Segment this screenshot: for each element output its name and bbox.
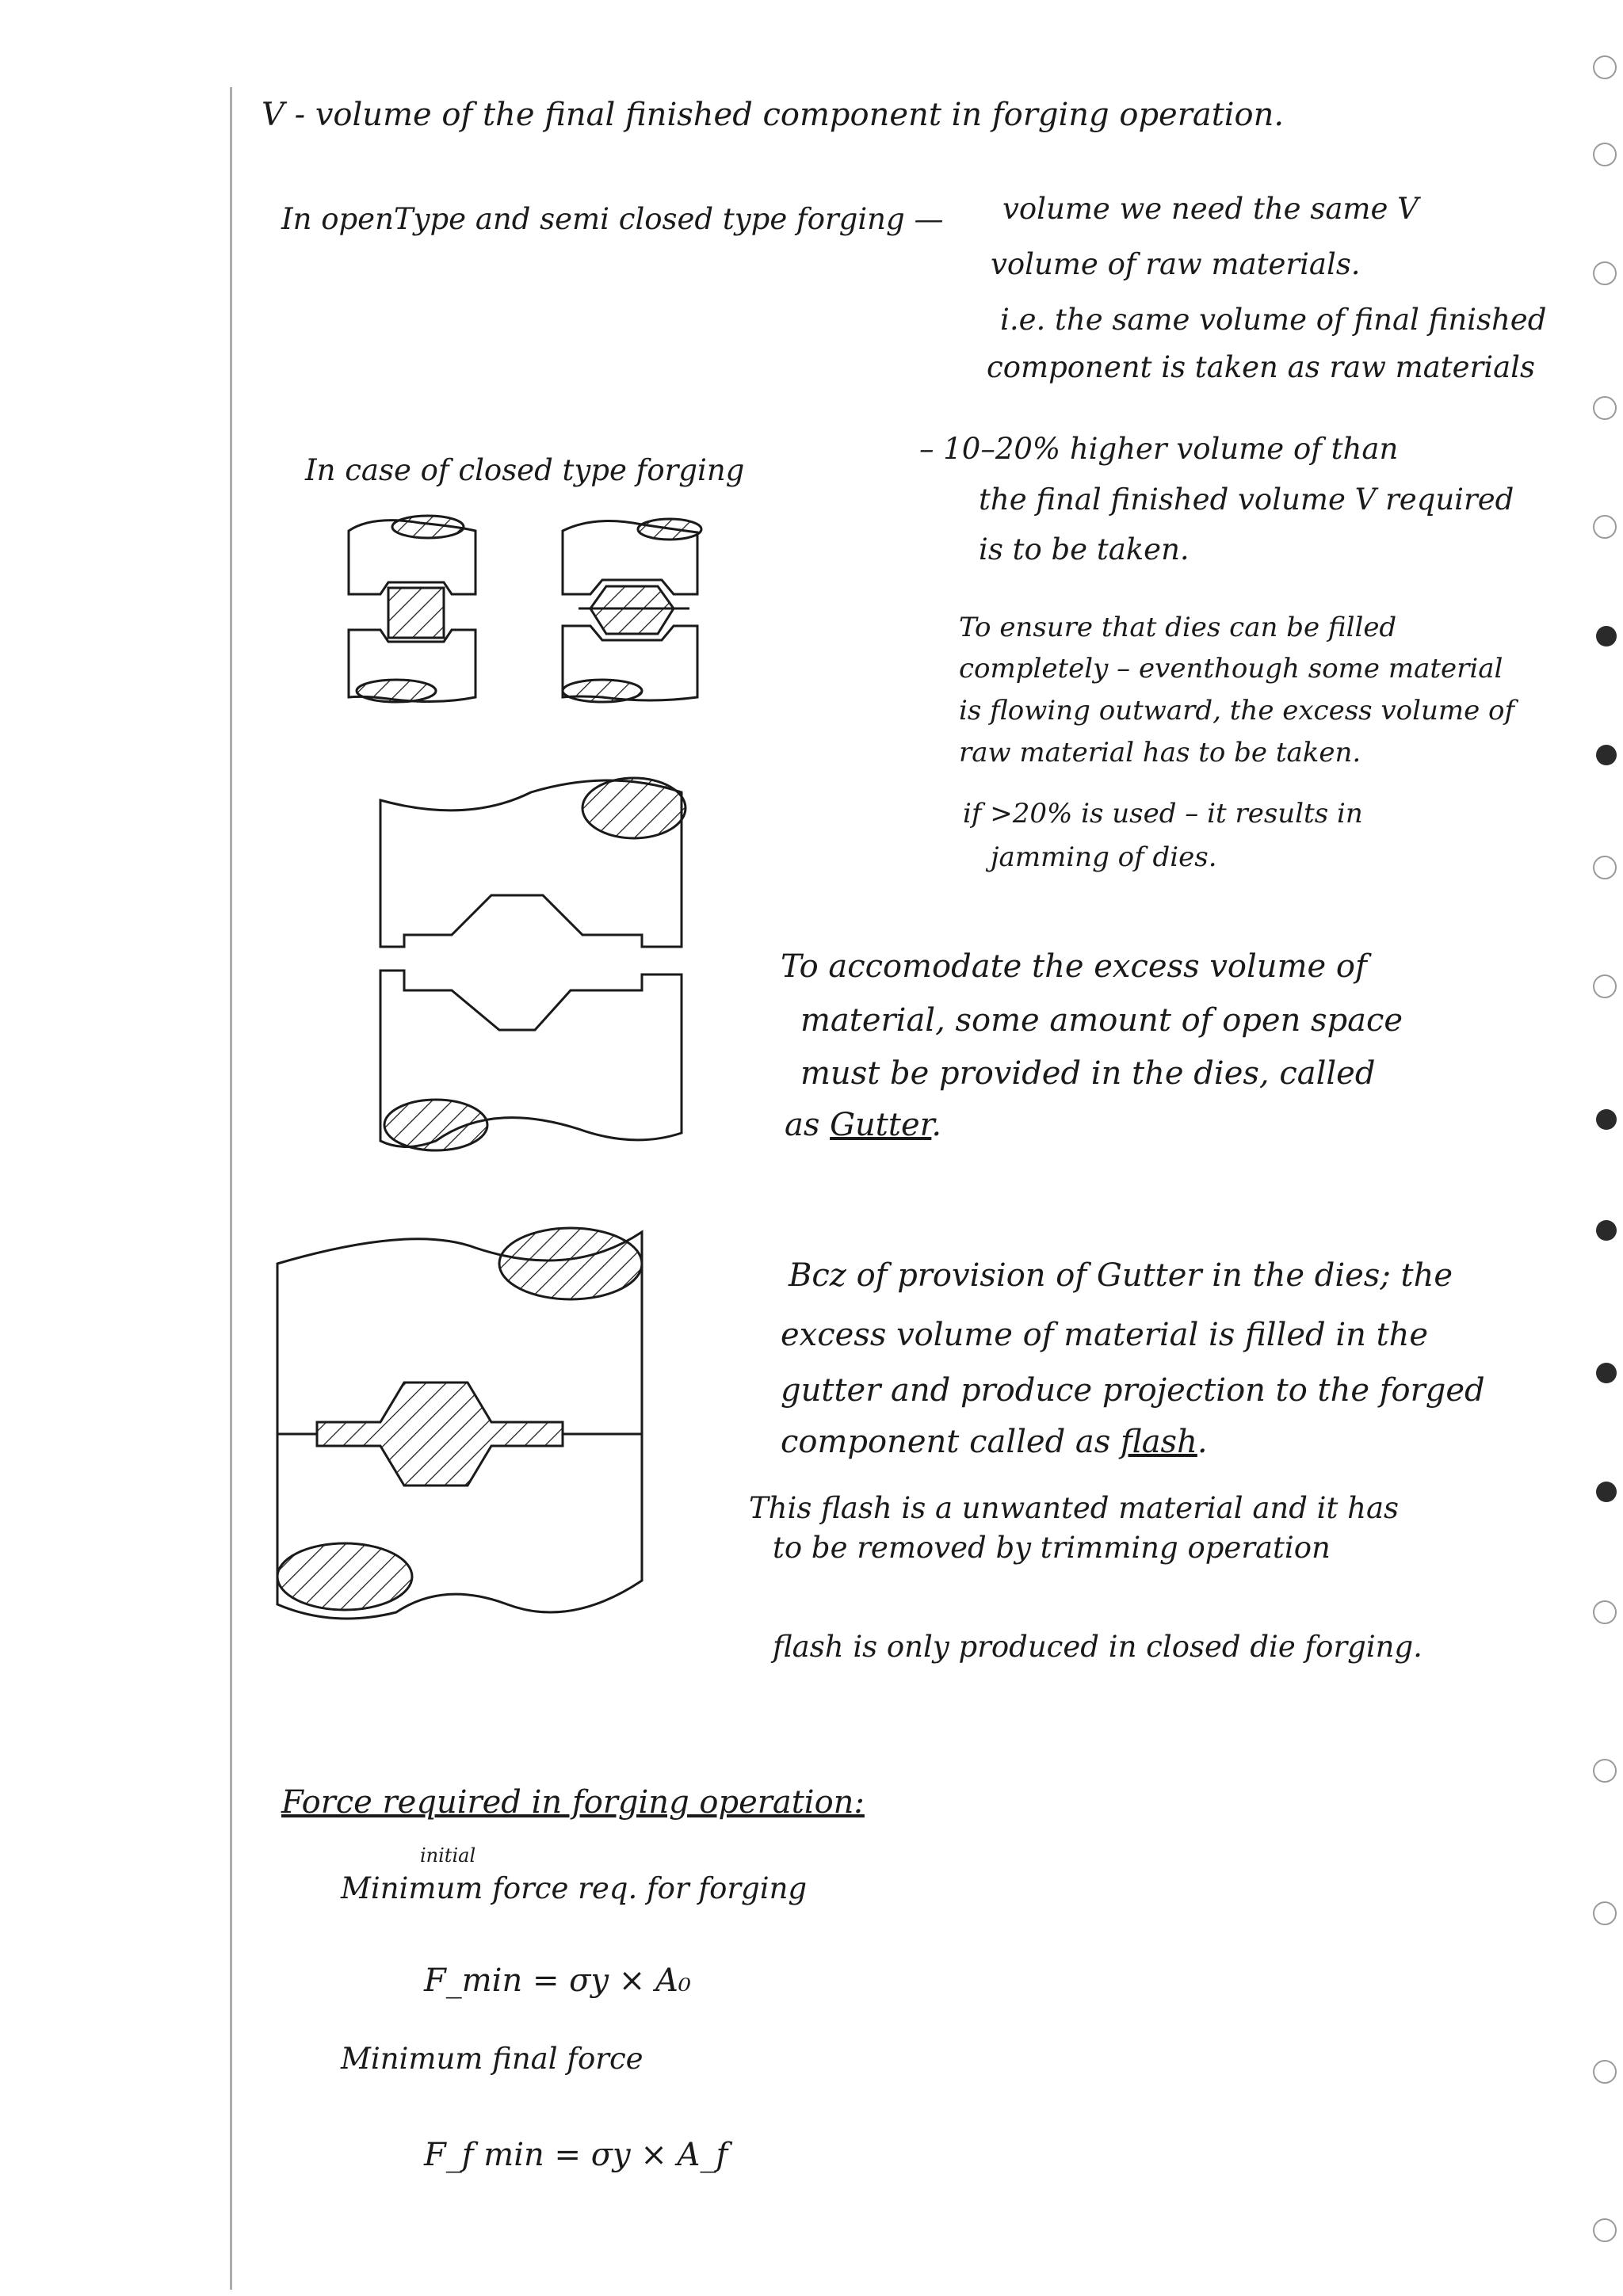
- closed-type-forging-label: In case of closed type forging: [305, 453, 745, 487]
- binder-hole: [1593, 1600, 1617, 1624]
- ensure-note-1: To ensure that dies can be filled: [959, 612, 1397, 643]
- unwanted-note-2: to be removed by trimming operation: [773, 1531, 1331, 1565]
- initial-superscript: initial: [420, 1844, 476, 1867]
- ensure-note-2: completely – eventhough some material: [959, 653, 1503, 685]
- binder-hole: [1593, 856, 1617, 879]
- binder-hole: [1593, 396, 1617, 420]
- force-heading: Force required in forging operation:: [281, 1784, 865, 1821]
- gutter-die-figure: [372, 776, 713, 1157]
- min-final-force-label: Minimum final force: [341, 2042, 643, 2076]
- component-raw-material-note: component is taken as raw materials: [987, 350, 1535, 384]
- gutter-note-1: To accomodate the excess volume of: [781, 948, 1367, 985]
- ensure-note-3: is flowing outward, the excess volume of: [959, 695, 1515, 727]
- flash-note-2: excess volume of material is filled in the: [781, 1317, 1429, 1353]
- flash-closed-die-note: flash is only produced in closed die forging.: [773, 1630, 1423, 1664]
- binder-hole: [1596, 745, 1617, 765]
- gutter-term: Gutter: [830, 1107, 932, 1143]
- gutter-note-2: material, some amount of open space: [800, 1002, 1403, 1039]
- flash-period: .: [1197, 1424, 1208, 1460]
- volume-definition: V - volume of the final finished component in forging operation.: [262, 97, 1285, 133]
- flash-note-4: [781, 1426, 1208, 1458]
- raw-material-note: volume of raw materials.: [991, 247, 1361, 281]
- binder-hole: [1593, 2060, 1617, 2084]
- binder-hole: [1593, 261, 1617, 285]
- ensure-note-4: raw material has to be taken.: [959, 737, 1361, 769]
- binder-hole: [1593, 2218, 1617, 2242]
- same-volume-explanation: i.e. the same volume of final finished: [1000, 303, 1547, 337]
- open-type-forging-label: In openType and semi closed type forging —: [281, 202, 944, 236]
- to-be-taken-note: is to be taken.: [979, 532, 1190, 566]
- min-initial-force-label: Minimum force req. for forging: [341, 1871, 808, 1905]
- same-volume-note: volume we need the same V: [1002, 192, 1419, 226]
- gutter-note-4: [785, 1109, 941, 1141]
- gutter-period: .: [931, 1107, 942, 1143]
- flash-forging-figure: [269, 1216, 697, 1636]
- binder-hole: [1593, 974, 1617, 998]
- binder-hole: [1593, 55, 1617, 79]
- binder-hole: [1596, 1109, 1617, 1130]
- binder-hole: [1596, 1220, 1617, 1241]
- margin-line: [230, 87, 232, 2290]
- flash-note-3: gutter and produce projection to the forged: [781, 1372, 1485, 1409]
- binder-hole: [1596, 1482, 1617, 1502]
- unwanted-note-1: This flash is a unwanted material and it has: [749, 1491, 1399, 1525]
- flash-term: flash: [1121, 1424, 1197, 1460]
- binder-hole: [1593, 515, 1617, 539]
- final-volume-note: the final finished volume V required: [979, 482, 1514, 517]
- binder-hole: [1596, 626, 1617, 646]
- binder-hole: [1593, 1759, 1617, 1783]
- closed-die-small-figure: [341, 507, 753, 713]
- binder-hole: [1593, 1901, 1617, 1925]
- jamming-note-1: if >20% is used – it results in: [963, 798, 1363, 830]
- equation-final-force: F_f min = σy × A_f: [424, 2137, 728, 2173]
- flash-prefix: component called as: [781, 1424, 1121, 1460]
- jamming-note-2: jamming of dies.: [991, 841, 1217, 873]
- gutter-note-3: must be provided in the dies, called: [800, 1055, 1376, 1092]
- binder-hole: [1596, 1363, 1617, 1383]
- flash-note-1: Bcz of provision of Gutter in the dies; the: [789, 1257, 1453, 1294]
- binder-hole: [1593, 143, 1617, 166]
- gutter-prefix: as: [785, 1107, 831, 1143]
- extra-volume-note: – 10–20% higher volume of than: [919, 432, 1399, 466]
- equation-initial-force: F_min = σy × A₀: [424, 1962, 691, 1999]
